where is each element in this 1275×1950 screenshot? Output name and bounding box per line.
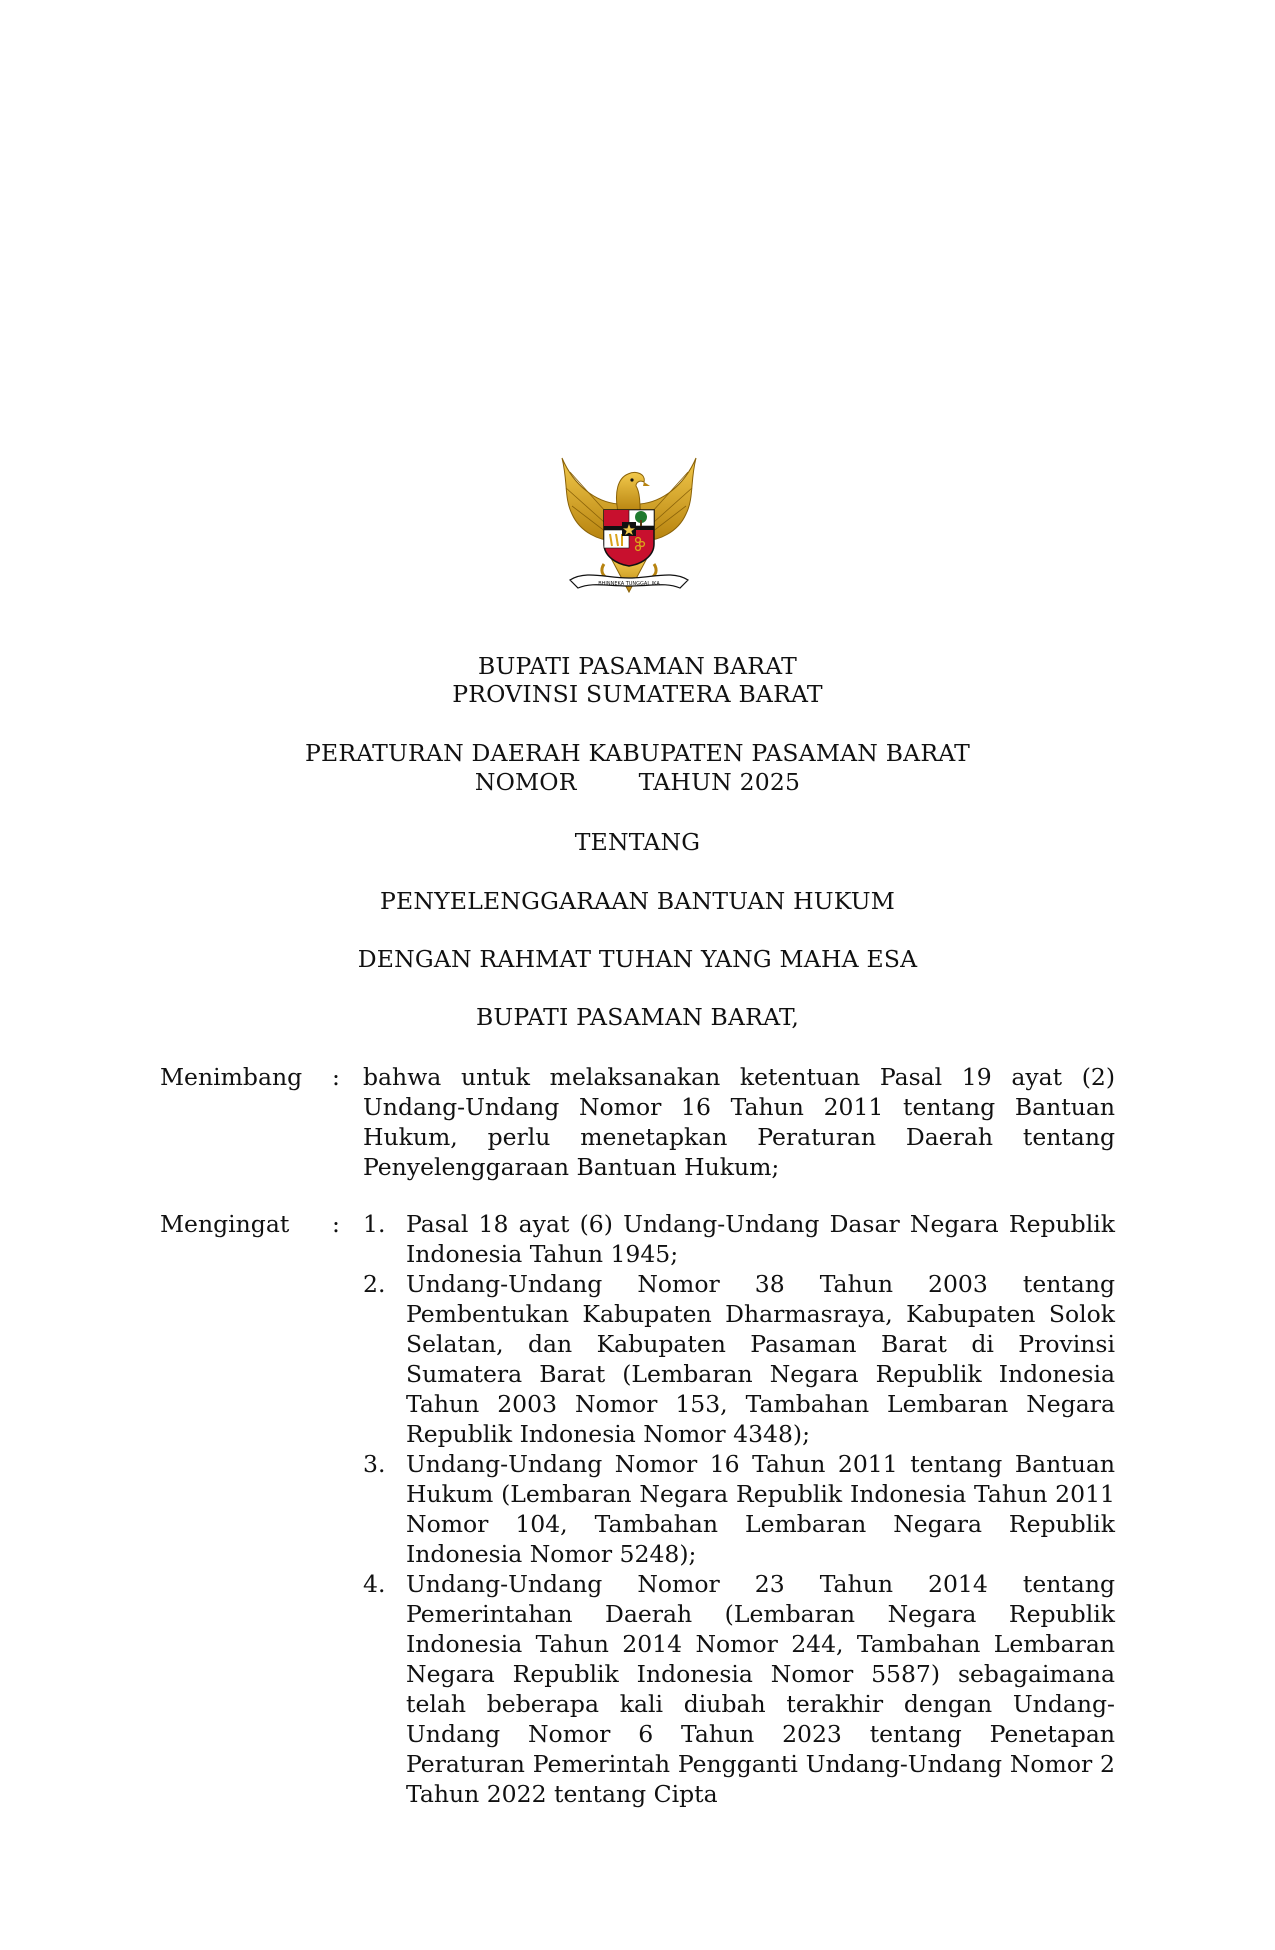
mengingat-list (363, 1209, 1115, 1809)
province-title: PROVINSI SUMATERA BARAT (452, 680, 823, 708)
menimbang-text: bahwa untuk melaksanakan ketentuan Pasal 19 ayat (2) Undang-Undang Nomor 16 Tahun 2011 tentang Bantuan Hukum, perlu menetapkan Peraturan Daerah tentang Penyelenggaraan Bantuan Hukum; (363, 1063, 1115, 1181)
mengingat-colon: : (332, 1210, 340, 1238)
regulation-number-line (0, 767, 1275, 797)
list-item-number: 3. (363, 1450, 386, 1478)
tentang-heading: TENTANG (574, 828, 701, 856)
list-item (363, 1449, 1115, 1569)
list-item-text: Undang-Undang Nomor 16 Tahun 2011 tentang Bantuan Hukum (Lembaran Negara Republik Indonesia Tahun 2011 Nomor 104, Tambahan Lembaran Negara Republik Indonesia Nomor 5248); (406, 1450, 1115, 1568)
emblem-motto: BHINNEKA TUNGGAL IKA (598, 581, 660, 587)
list-item-number: 1. (363, 1210, 386, 1238)
list-item (363, 1269, 1115, 1449)
list-item-text: Undang-Undang Nomor 38 Tahun 2003 tentang Pembentukan Kabupaten Dharmasraya, Kabupaten Solok Selatan, dan Kabupaten Pasaman Barat di Provinsi Sumatera Barat (Lembaran Negara Republik Indonesia Tahun 2003 Nomor 153, Tambahan Lembaran Negara Republik Indonesia Nomor 4348); (406, 1270, 1115, 1448)
issuer-title: BUPATI PASAMAN BARAT (478, 652, 797, 680)
list-item-text: Pasal 18 ayat (6) Undang-Undang Dasar Negara Republik Indonesia Tahun 1945; (406, 1210, 1115, 1268)
regulation-title: PERATURAN DAERAH KABUPATEN PASAMAN BARAT (304, 739, 971, 767)
menimbang-section (160, 1062, 1115, 1182)
menimbang-label: Menimbang (160, 1063, 303, 1091)
list-item-number: 4. (363, 1570, 386, 1598)
regulation-subject: PENYELENGGARAAN BANTUAN HUKUM (380, 887, 895, 915)
list-item (363, 1209, 1115, 1269)
authority-line: BUPATI PASAMAN BARAT, (475, 1003, 800, 1031)
blessing-line: DENGAN RAHMAT TUHAN YANG MAHA ESA (357, 945, 918, 973)
list-item-text: Undang-Undang Nomor 23 Tahun 2014 tentang Pemerintahan Daerah (Lembaran Negara Republik Indonesia Tahun 2014 Nomor 244, Tambahan Lembaran Negara Republik Indonesia Nomor 5587) sebagaimana telah beberapa kali diubah terakhir dengan Undang-Undang Nomor 6 Tahun 2023 tentang Penetapan Peraturan Pemerintah Pengganti Undang-Undang Nomor 2 Tahun 2022 tentang Cipta (406, 1570, 1115, 1808)
menimbang-colon: : (332, 1063, 340, 1091)
list-item (363, 1569, 1115, 1809)
list-item-number: 2. (363, 1270, 386, 1298)
garuda-pancasila-emblem (556, 452, 702, 602)
mengingat-section (160, 1209, 1115, 1809)
nomor-label: NOMOR (474, 768, 577, 796)
tahun-label: TAHUN 2025 (638, 768, 801, 796)
mengingat-label: Mengingat (160, 1210, 290, 1238)
